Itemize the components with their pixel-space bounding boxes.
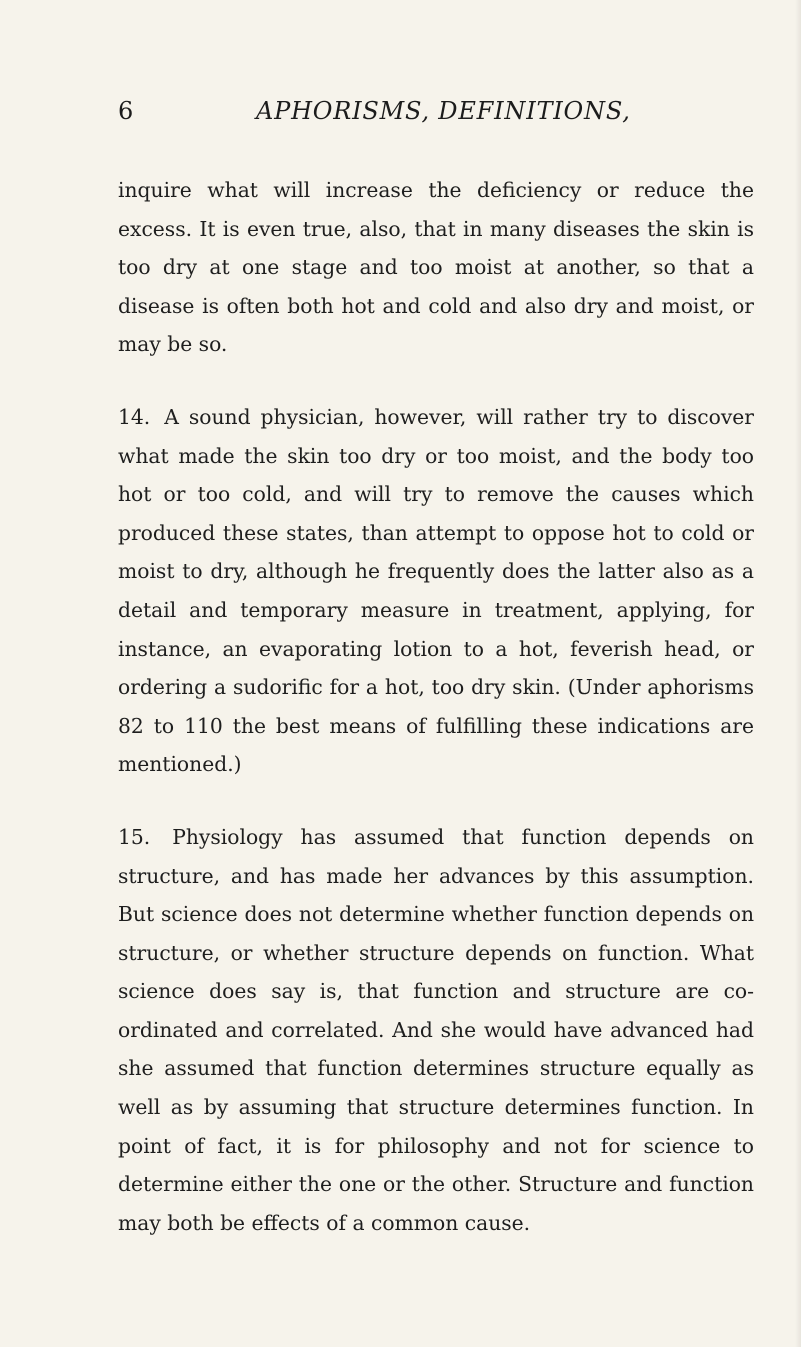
running-head	[118, 97, 638, 137]
page-number: 6	[118, 97, 134, 125]
running-head-title: APHORISMS, DEFINITIONS,	[256, 97, 631, 125]
paragraph-number: 15.	[118, 824, 151, 849]
body-text	[118, 171, 754, 1242]
paragraph-text: A sound physician, however, will rather try to discover what made the skin too dry or too moist, and the body too hot or too cold, and will try to remove the causes which produced these states, than attempt to oppose hot to cold or moist to dry, although he frequently does the latter also as a detail and temporary measure in treatment, applying, for instance, an evaporating lotion to a hot, feverish head, or ordering a sudorific for a hot, too dry skin. (Under aphorisms 82 to 110 the best means of fulfilling these indications are mentioned.)	[118, 404, 755, 777]
paragraph-14	[118, 398, 754, 784]
paragraph-continuation	[118, 171, 754, 364]
paragraph-text: inquire what will increase the deficiency or reduce the excess. It is even true, also, that in many diseases the skin is too dry at one stage and too moist at another, so that a disease is often both hot and cold and also dry and moist, or may be so.	[118, 178, 754, 357]
paragraph-number: 14.	[118, 404, 151, 429]
paragraph-15	[118, 818, 754, 1243]
paragraph-text: Physiology has assumed that function depends on structure, and has made her advances by this assumption. But science does not determine whether function depends on structure, or whether structure depends on function. What science does say is, that function and structure are co-ordinated and correlated. And she would have advanced had she assumed that function determines structure equally as well as by assuming that structure determines function. In point of fact, it is for philosophy and not for science to determine either the one or the other. Structure and function may both be effects of a common cause.	[118, 824, 754, 1235]
page-edge-shadow	[795, 0, 801, 1347]
